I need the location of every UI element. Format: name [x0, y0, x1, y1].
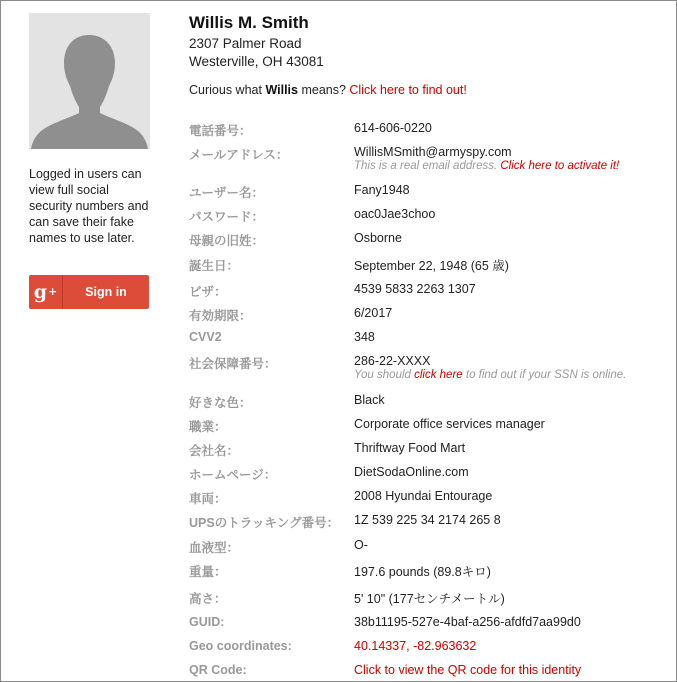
- visa-value: 4539 5833 2263 1307: [354, 282, 476, 296]
- birthday-value: September 22, 1948 (65 歳): [354, 259, 509, 273]
- birthday-label: 誕生日：: [189, 259, 240, 273]
- weight-value: 197.6 pounds (89.8キロ): [354, 565, 491, 579]
- password-label: パスワード：: [189, 210, 265, 224]
- avatar: [29, 13, 150, 149]
- guid-value: 38b11195-527e-4baf-a256-afdfd7aa99d0: [354, 615, 581, 629]
- ssn-note: You should click here to find out if your SSN is online.: [354, 369, 627, 381]
- vehicle-value: 2008 Hyundai Entourage: [354, 489, 493, 503]
- geo-label: Geo coordinates:: [189, 639, 292, 653]
- occupation-label: 職業：: [189, 420, 227, 434]
- silhouette-icon: [29, 13, 150, 149]
- blood-type-label: 血液型：: [189, 541, 240, 555]
- email-value: WillisMSmith@armyspy.com: [354, 145, 512, 159]
- occupation-value: Corporate office services manager: [354, 417, 545, 431]
- ups-tracking-label: UPSのトラッキング番号：: [189, 516, 340, 530]
- expiry-label: 有効期限：: [189, 309, 252, 323]
- expiry-value: 6/2017: [354, 306, 393, 320]
- ssn-value: 286-22-XXXX: [354, 354, 431, 368]
- company-label: 会社名：: [189, 444, 240, 458]
- blood-type-value: O-: [354, 538, 368, 552]
- address-line-2: Westerville, OH 43081: [189, 54, 324, 69]
- cvv-label: CVV2: [189, 330, 222, 344]
- qr-label: QR Code:: [189, 663, 247, 677]
- favorite-color-label: 好きな色：: [189, 396, 252, 410]
- website-label: ホームページ：: [189, 468, 277, 482]
- first-name: Willis: [265, 83, 298, 97]
- google-plus-icon: g +: [29, 275, 63, 309]
- qr-code-link[interactable]: Click to view the QR code for this identity: [354, 663, 582, 677]
- ssn-label: 社会保障番号：: [189, 357, 277, 371]
- identity-name: Willis M. Smith: [189, 13, 309, 32]
- email-note: This is a real email address. Click here to activate it!: [354, 160, 620, 172]
- height-label: 高さ：: [189, 592, 227, 606]
- name-meaning-prompt: Curious what Willis means? Click here to find out!: [189, 83, 467, 97]
- username-label: ユーザー名：: [189, 186, 265, 200]
- signin-label: Sign in: [85, 285, 127, 299]
- activate-email-link[interactable]: Click here to activate it!: [500, 160, 620, 172]
- phone-value: 614-606-0220: [354, 121, 432, 135]
- favorite-color-value: Black: [354, 393, 385, 407]
- mother-maiden-value: Osborne: [354, 231, 402, 245]
- password-value: oac0Jae3choo: [354, 207, 436, 221]
- mother-maiden-label: 母親の旧姓：: [189, 234, 265, 248]
- google-signin-button[interactable]: [29, 275, 149, 309]
- height-value: 5' 10" (177センチメートル): [354, 592, 505, 606]
- phone-label: 電話番号：: [189, 124, 252, 138]
- vehicle-label: 車両：: [189, 492, 227, 506]
- visa-label: ビザ：: [189, 285, 227, 299]
- company-value: Thriftway Food Mart: [354, 441, 466, 455]
- guid-label: GUID:: [189, 615, 225, 629]
- weight-label: 重量：: [189, 565, 227, 579]
- website-value: DietSodaOnline.com: [354, 465, 469, 479]
- username-value: Fany1948: [354, 183, 410, 197]
- ssn-check-link[interactable]: click here: [414, 369, 463, 381]
- email-label: メールアドレス：: [189, 148, 289, 162]
- address-line-1: 2307 Palmer Road: [189, 36, 302, 51]
- ups-tracking-value: 1Z 539 225 34 2174 265 8: [354, 513, 501, 527]
- name-meaning-link[interactable]: Click here to find out!: [349, 83, 467, 97]
- login-note: Logged in users can view full social security numbers and can save their fake names to use later.: [29, 167, 149, 245]
- cvv-value: 348: [354, 330, 375, 344]
- geo-coordinates-link[interactable]: 40.14337, -82.963632: [354, 639, 477, 653]
